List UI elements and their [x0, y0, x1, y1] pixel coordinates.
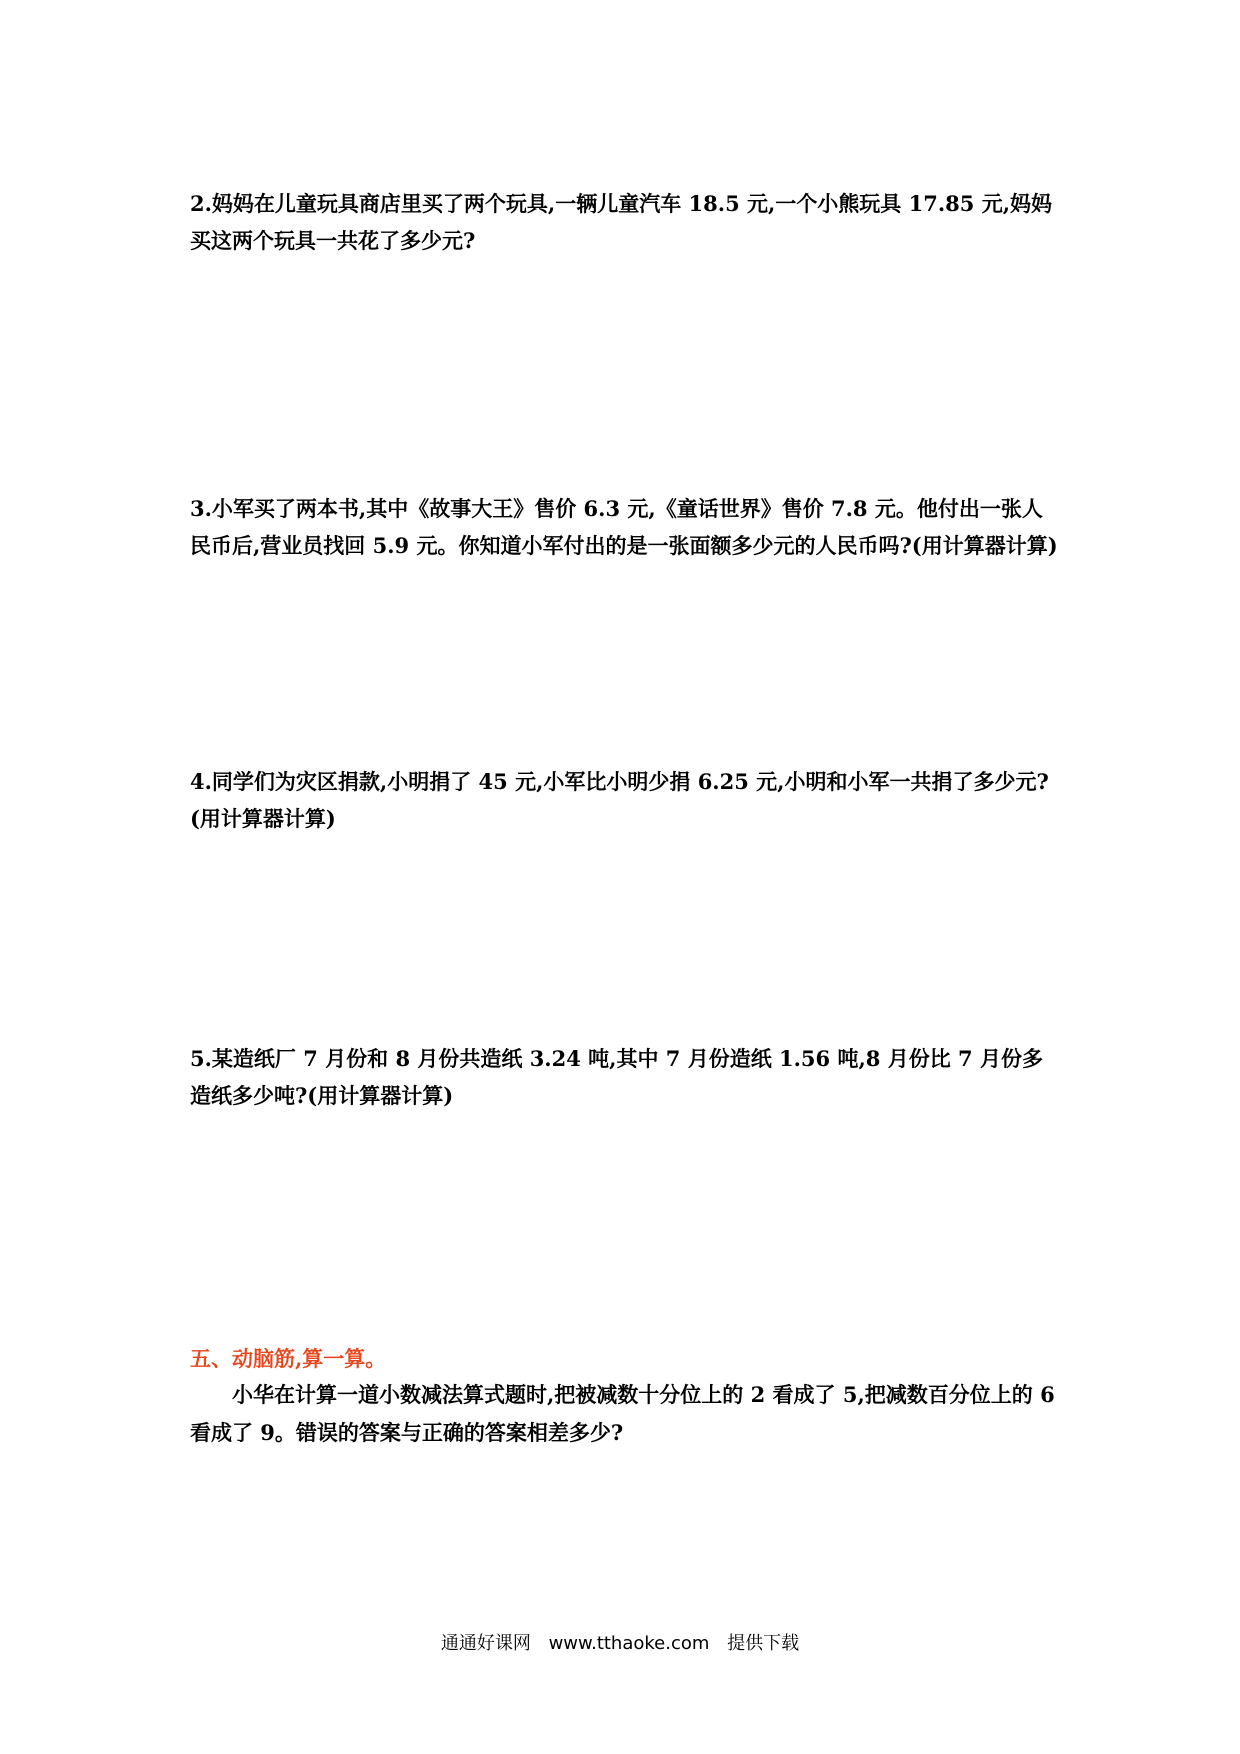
question-5: 5.某造纸厂 7 月份和 8 月份共造纸 3.24 吨,其中 7 月份造纸 1.56 吨,8 月份比 7 月份多造纸多少吨?(用计算器计算)	[190, 1046, 1043, 1108]
question-4: 4.同学们为灾区捐款,小明捐了 45 元,小军比小明少捐 6.25 元,小明和小军一共捐了多少元?(用计算器计算)	[190, 769, 1049, 831]
footer-note: 提供下载	[727, 1633, 800, 1654]
question-3: 3.小军买了两本书,其中《故事大王》售价 6.3 元,《童话世界》售价 7.8 元。他付出一张人民币后,营业员找回 5.9 元。你知道小军付出的是一张面额多少元的人民币吗?(用计算器计算)	[190, 496, 1058, 558]
section-5-problem: 小华在计算一道小数减法算式题时,把被减数十分位上的 2 看成了 5,把减数百分位上的 6 看成了 9。错误的答案与正确的答案相差多少?	[190, 1382, 1055, 1445]
page-footer	[0, 1632, 1240, 1656]
section-5-heading: 五、动脑筋,算一算。	[190, 1346, 387, 1371]
footer-site-name: 通通好课网	[440, 1633, 531, 1654]
footer-url[interactable]: www.tthaoke.com	[548, 1633, 710, 1654]
question-2: 2.妈妈在儿童玩具商店里买了两个玩具,一辆儿童汽车 18.5 元,一个小熊玩具 17.85 元,妈妈买这两个玩具一共花了多少元?	[190, 191, 1053, 253]
